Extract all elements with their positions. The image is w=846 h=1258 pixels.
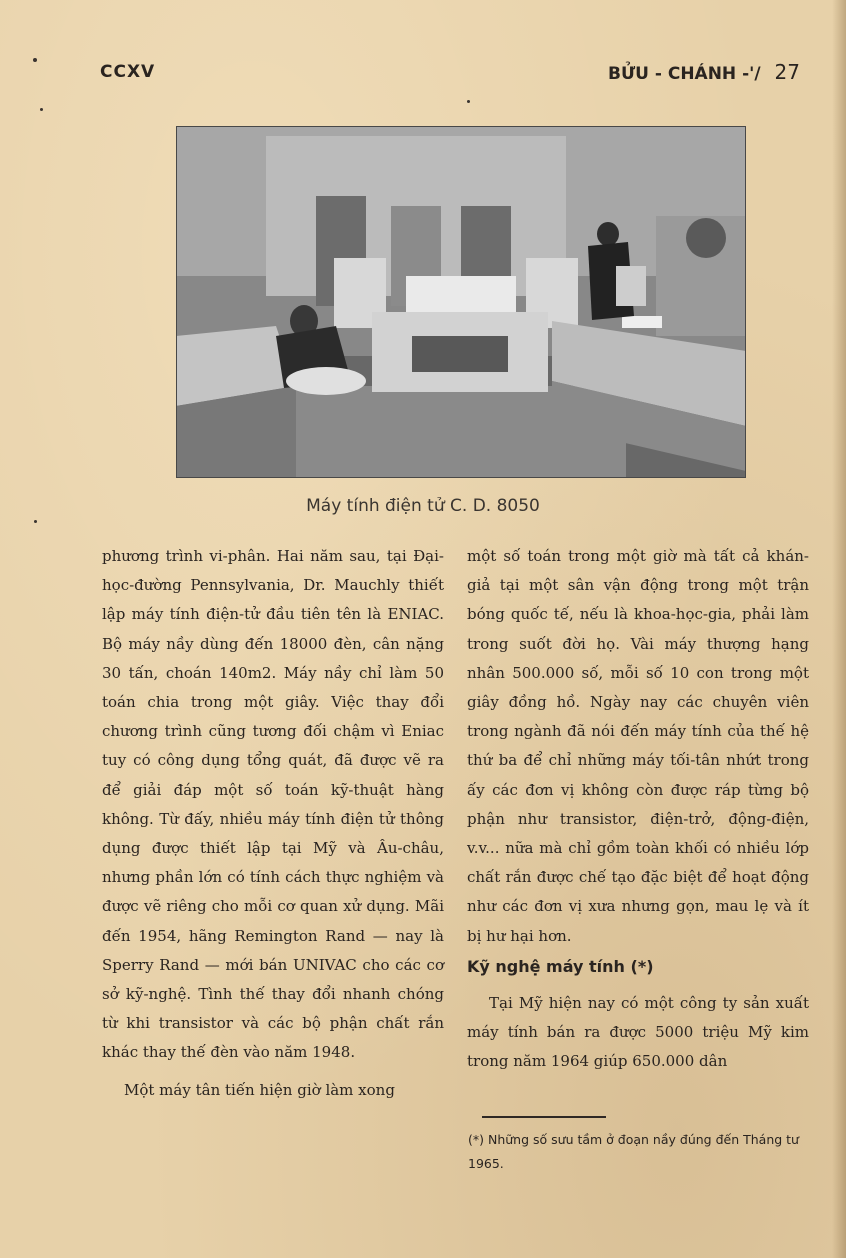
running-header [608, 60, 800, 84]
left-column [102, 542, 444, 1105]
page-edge-shadow [832, 0, 846, 1258]
ink-speck [40, 108, 43, 111]
left-paragraph-2: Một máy tân tiến hiện giờ làm xong [124, 1080, 395, 1099]
page-number: 27 [774, 60, 800, 84]
photo-caption: Máy tính điện tử C. D. 8050 [306, 496, 540, 516]
right-paragraph-2: Tại Mỹ hiện nay có một công ty sản xuất máy tính bán ra được 5000 triệu Mỹ kim trong năm 1964 giúp 650.000 dân [467, 993, 809, 1071]
ink-speck [33, 58, 37, 62]
computer-room-photo [176, 126, 746, 478]
footnote: (*) Những số sưu tầm ở đoạn nầy đúng đến Tháng tư 1965. [468, 1132, 799, 1171]
ink-speck [34, 520, 37, 523]
right-paragraph-1: một số toán trong một giờ mà tất cả khán-giả tại một sân vận động trong một trận bóng quốc tế, nếu là khoa-học-gia, phải làm trong suốt đời họ. Vài máy thượng hạng nhân 500.000 số, mỗi số 10 con trong một giây đồng hồ. Ngày nay các chuyên viên trong ngành đã nói đến máy tính của thế hệ thứ ba để chỉ những máy tối-tân nhứt trong ấy các đơn vị không còn được ráp từng bộ phận như transistor, điện-trở, động-điện, v.v... nữa mà chỉ gồm toàn khối có nhiều lớp chất rắn được chế tạo đặc biệt để hoạt động như các đơn vị xưa nhưng gọn, mau lẹ và ít bị hư hại hơn. [467, 547, 809, 945]
left-paragraph-1: phương trình vi-phân. Hai năm sau, tại Đại-học-đường Pennsylvania, Dr. Mauchly thiết lập máy tính điện-tử đầu tiên tên là ENIAC. Bộ máy nầy dùng đến 18000 đèn, cân nặng 30 tấn, choán 140m2. Máy nầy chỉ làm 50 toán chia trong một giây. Việc thay đổi chương trình cũng tương đối chậm vì Eniac tuy có công dụng tổng quát, đã được vẽ ra để giải đáp một số toán kỹ-thuật hàng không. Từ đấy, nhiều máy tính điện tử thông dụng được thiết lập tại Mỹ và Âu-châu, nhưng phần lớn có tính cách thực nghiệm và được vẽ riêng cho mỗi cơ quan xử dụng. Mãi đến 1954, hãng Remington Rand — nay là Sperry Rand — mới bán UNIVAC cho các cơ sở kỹ-nghệ. Tình thế thay đổi nhanh chóng từ khi transistor và các bộ phận chất rắn khác thay thế đèn vào năm 1948. [102, 547, 444, 1062]
footnote-rule [482, 1116, 606, 1118]
chapter-number: CCXV [100, 62, 156, 82]
ink-speck [467, 100, 470, 103]
right-column [467, 542, 809, 1076]
photo-illustration [176, 126, 746, 478]
running-title: BỬU - CHÁNH -'/ [607, 64, 761, 84]
section-heading: Kỹ nghệ máy tính (*) [467, 956, 654, 976]
